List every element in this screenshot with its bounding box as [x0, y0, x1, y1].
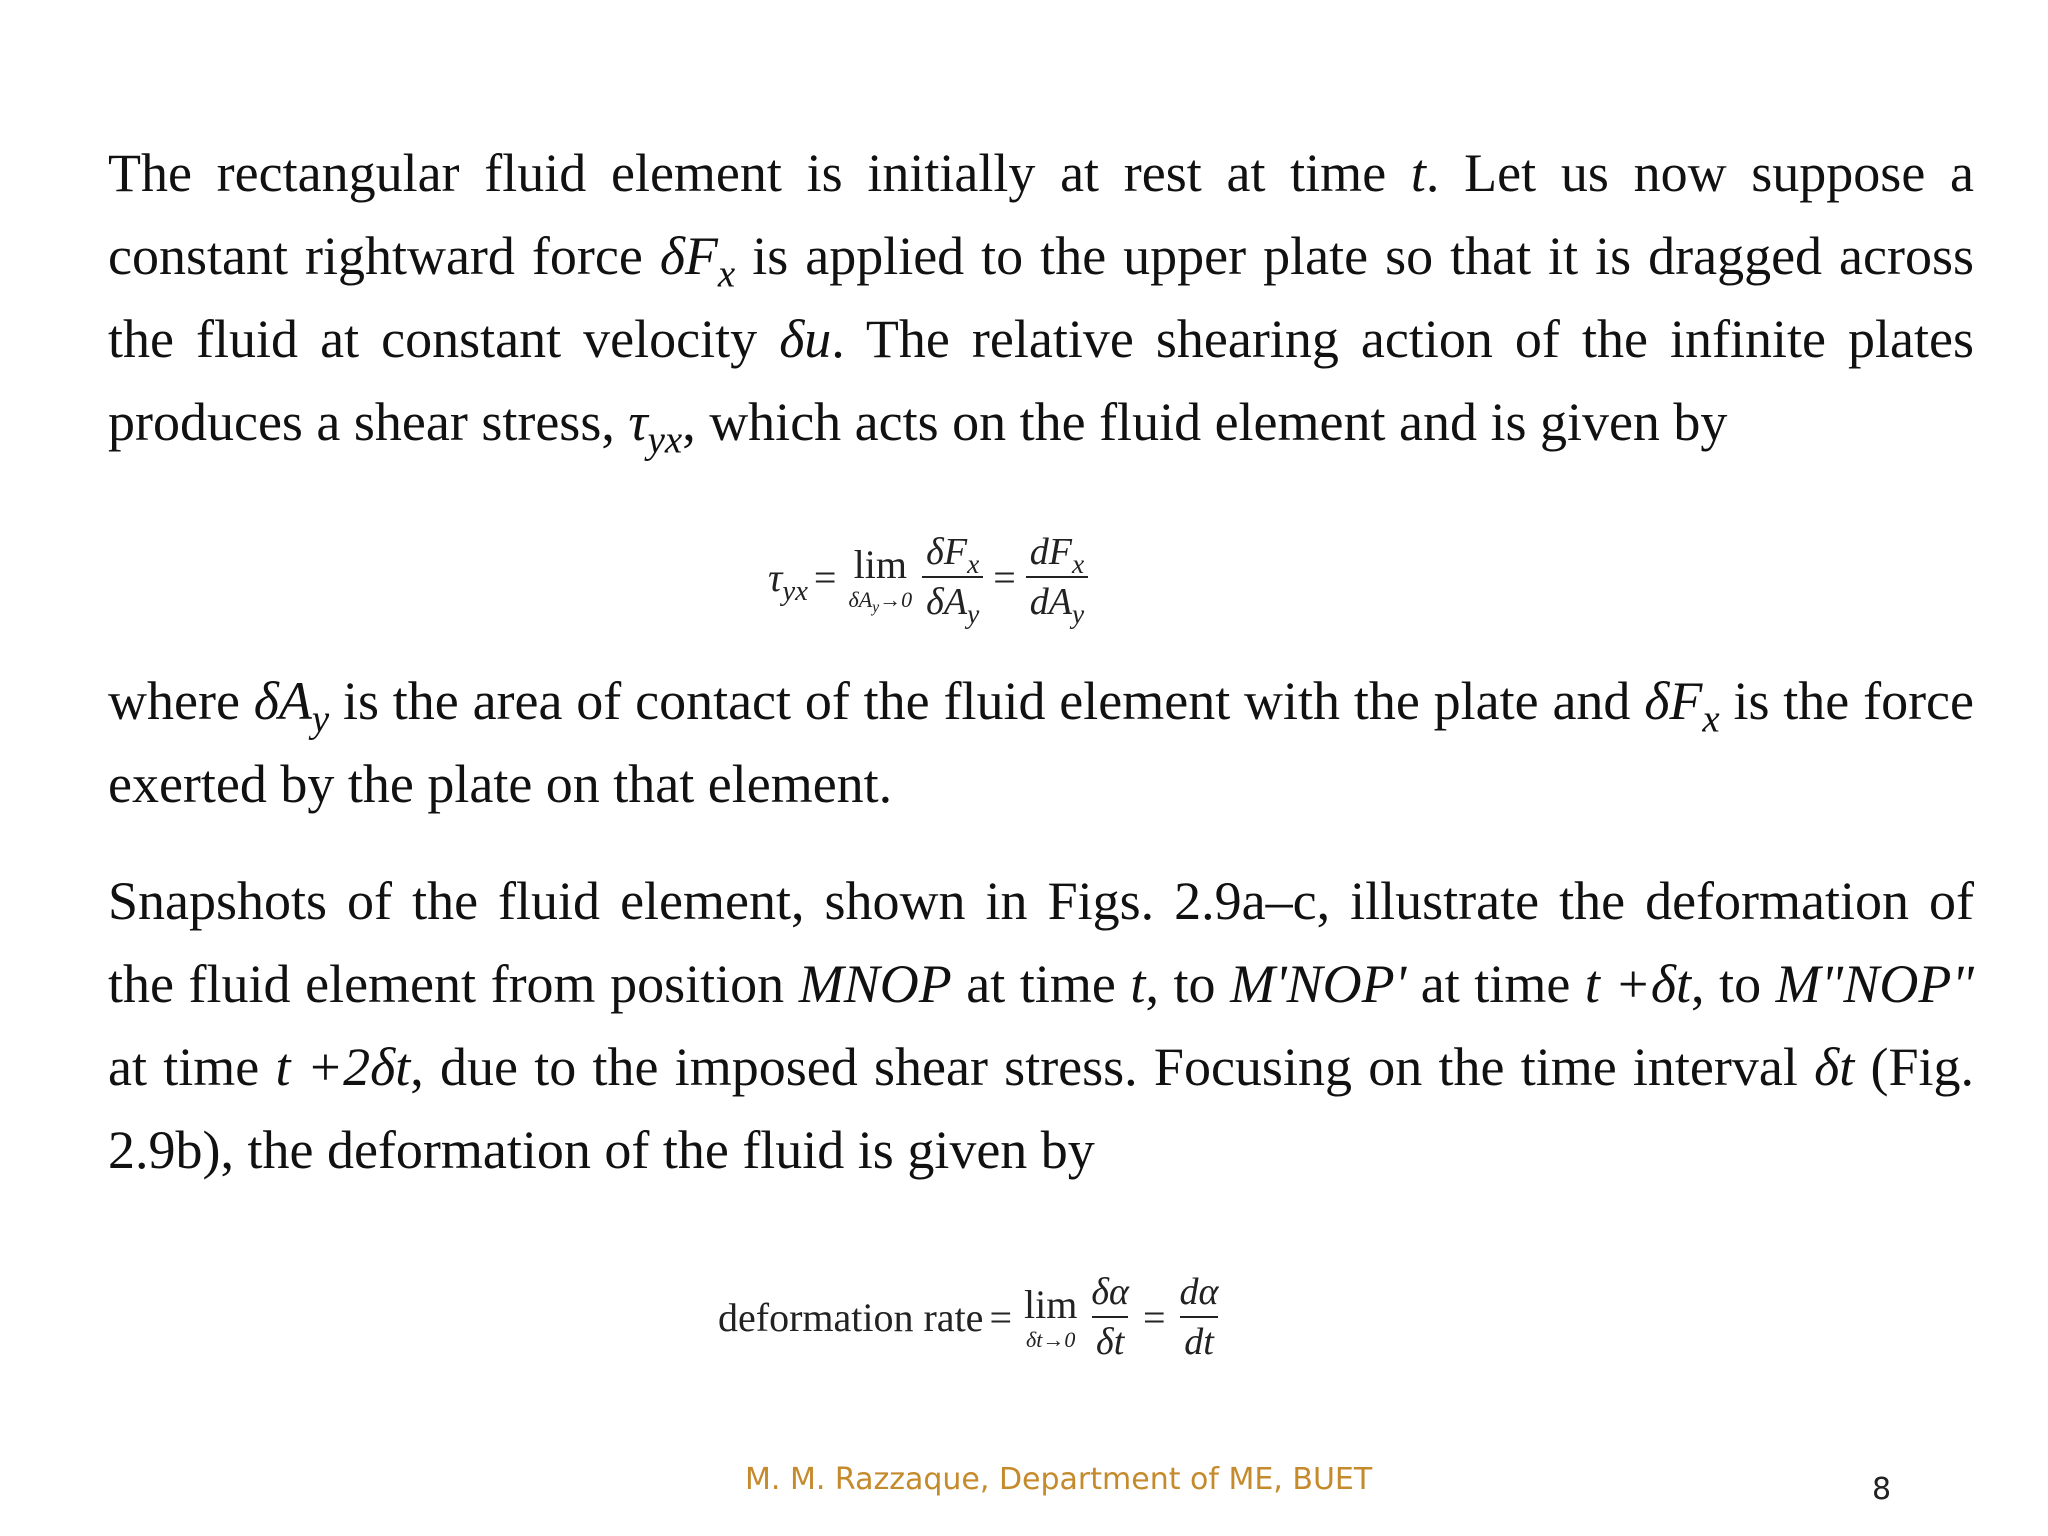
p3-var-t3: t +2δt	[275, 1037, 411, 1097]
eq1-lim-word: lim	[853, 542, 907, 587]
p3-text-c: , to	[1145, 954, 1231, 1014]
p1-text-e: , which acts on the fluid element and is given by	[682, 392, 1728, 452]
eq1-fraction-d: $\frac{dF_x}{dA_y}$	[1026, 530, 1088, 624]
p3-var-mnop: MNOP	[798, 954, 952, 1014]
eq1-equals-1: =	[813, 554, 837, 600]
p1-var-tau: τ	[628, 392, 648, 452]
p1-var-dF: δF	[659, 226, 718, 286]
equation-deformation-rate	[718, 1270, 1226, 1364]
p1-var-du: δu	[779, 309, 832, 369]
eq2-equals-1: =	[989, 1294, 1012, 1340]
p3-text-g: , due to the imposed shear stress. Focusing on the time interval	[410, 1037, 1815, 1097]
eq2-lim-word: lim	[1024, 1282, 1078, 1327]
eq1-equals-2: =	[993, 554, 1016, 600]
eq2-equals-2: =	[1142, 1294, 1166, 1340]
p3-var-mnop3: M"NOP"	[1775, 954, 1974, 1014]
p2-text-c: is the force exerted by the plate on that element.	[108, 671, 1974, 814]
paragraph-deformation	[108, 860, 1974, 1192]
eq2-limit	[1024, 1282, 1077, 1352]
p3-var-dt: δt	[1814, 1037, 1855, 1097]
eq1-fraction-delta: $\frac{\delta F_x}{\delta A_y}$	[922, 530, 983, 624]
p1-text-a: The rectangular fluid element is initially at rest at time	[108, 143, 1411, 203]
p1-var-t: t	[1410, 143, 1426, 203]
footer-author: M. M. Razzaque, Department of ME, BUET	[745, 1462, 1373, 1497]
p1-text-d: . The relative shearing action of the infinite plates produces a shear stress,	[108, 309, 1974, 452]
p1-text-b: . Let us now suppose a constant rightward force	[108, 143, 1974, 286]
p3-var-t2: t +δt	[1584, 954, 1691, 1014]
p2-text-b: is the area of contact of the fluid element with the plate and	[329, 671, 1645, 731]
paragraph-shear-stress	[108, 132, 1974, 464]
p3-text-h: (Fig. 2.9b), the deformation of the fluid is given by	[108, 1037, 1974, 1180]
p2-text-a: where	[108, 671, 254, 731]
equation-shear-stress	[768, 530, 1092, 629]
p3-text-e: , to	[1691, 954, 1776, 1014]
p2-sub-y: y	[311, 697, 330, 741]
p3-text-d: at time	[1406, 954, 1585, 1014]
p1-sub-yx: yx	[647, 418, 683, 462]
eq1-limit	[848, 542, 913, 617]
p3-var-t1: t	[1130, 954, 1146, 1014]
eq1-lim-under: $\delta A_y\to 0$	[848, 587, 913, 617]
p3-text-f: at time	[108, 1037, 276, 1097]
p3-var-mnop2: M'NOP'	[1230, 954, 1407, 1014]
p1-sub-x: x	[717, 252, 736, 296]
p3-text-b: at time	[951, 954, 1131, 1014]
p2-var-dF: δF	[1644, 671, 1703, 731]
paragraph-area-contact	[108, 660, 1974, 826]
p2-var-dA: δA	[253, 671, 312, 731]
eq2-lim-under: δt→0	[1026, 1327, 1076, 1352]
p1-text-c: is applied to the upper plate so that it is dragged across the fluid at constant velocity	[108, 226, 1975, 369]
eq2-fraction-d: $\frac{d\alpha}{dt}$	[1179, 1271, 1219, 1363]
p2-sub-x: x	[1702, 697, 1720, 741]
p3-text-a: Snapshots of the fluid element, shown in Figs. 2.9a–c, illustrate the deformation of the fluid element from position	[108, 871, 1974, 1014]
eq1-lhs: $\tau_{yx}$	[768, 554, 808, 607]
eq2-lhs: deformation rate	[718, 1294, 984, 1340]
eq2-fraction-delta: $\frac{\delta\alpha}{\delta t}$	[1091, 1271, 1129, 1363]
page-number: 8	[1872, 1472, 1892, 1507]
